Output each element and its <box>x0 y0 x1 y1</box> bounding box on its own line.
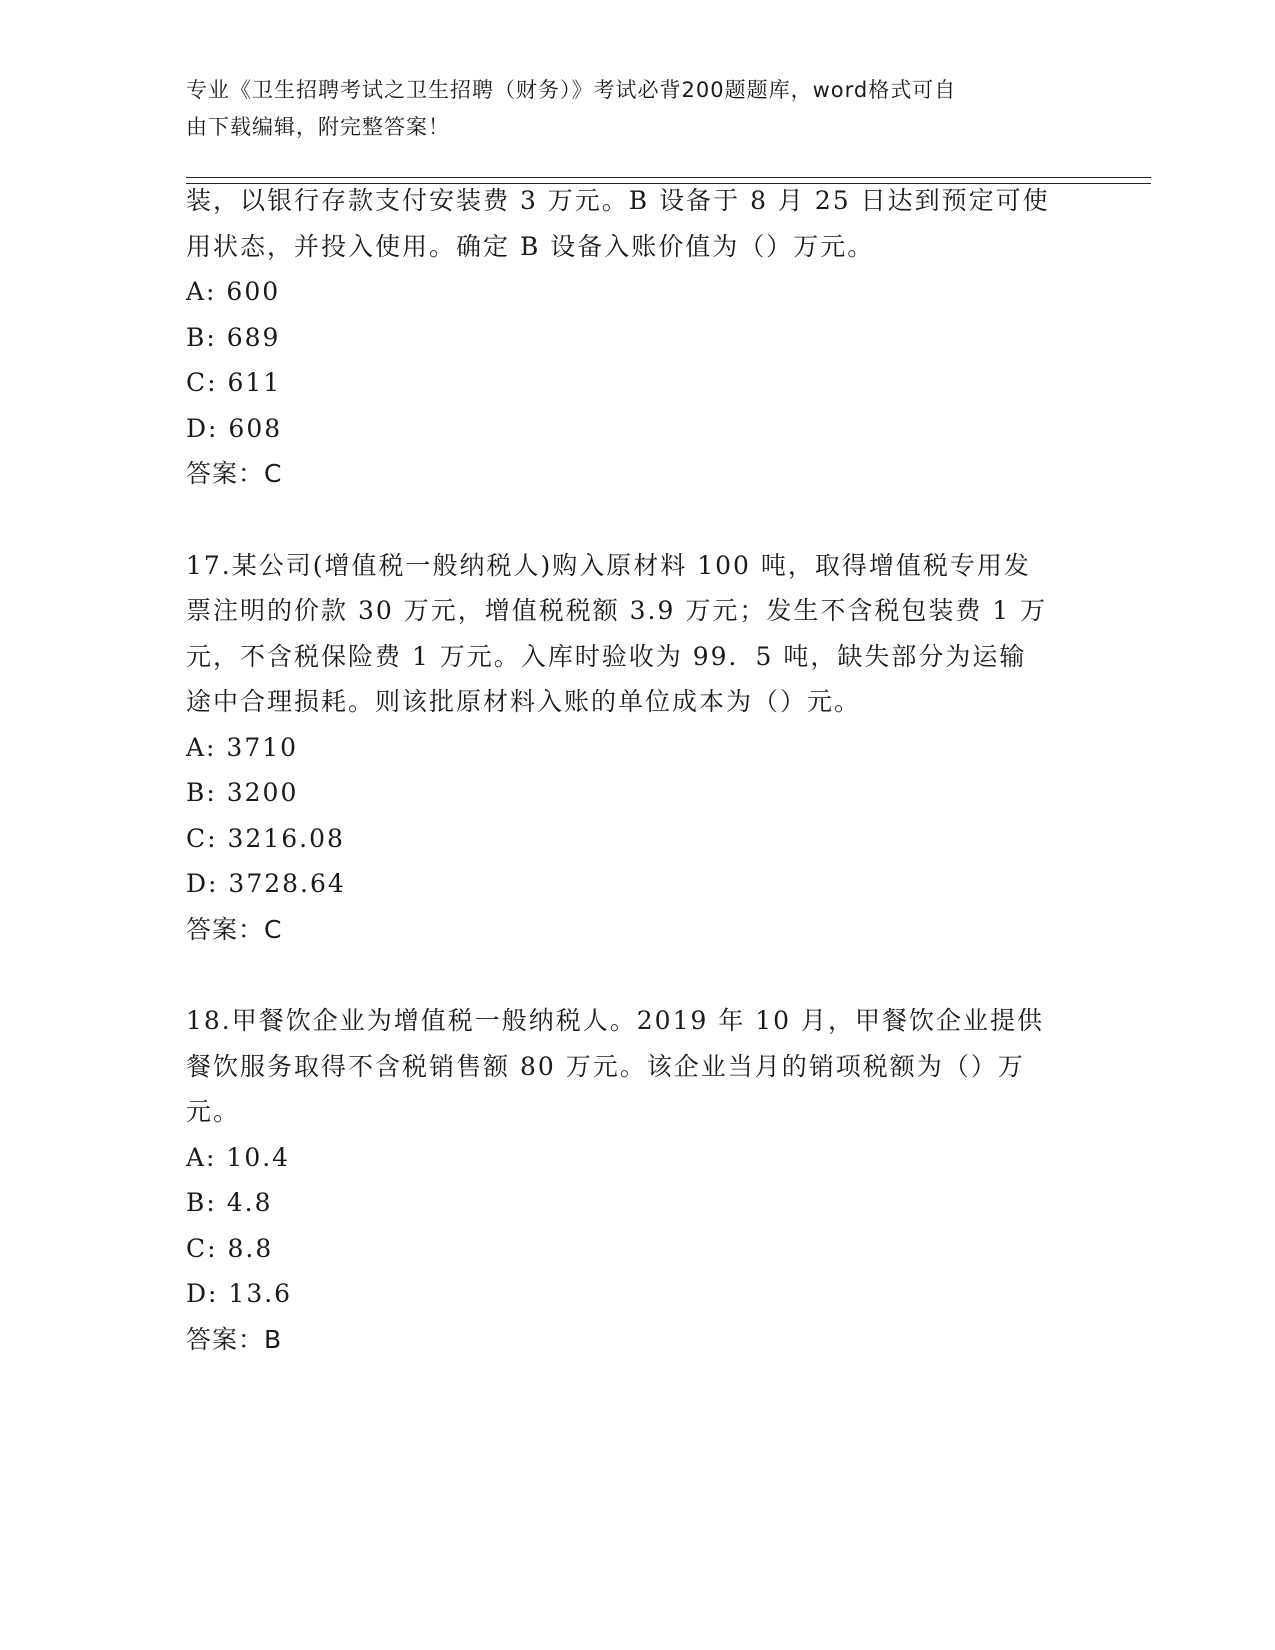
answer-line: 答案：C <box>186 459 283 488</box>
question-continued <box>186 178 1086 497</box>
question-text-line: 元。 <box>186 1097 241 1126</box>
option-a: A: 10.4 <box>186 1142 291 1172</box>
question-text-line: 餐饮服务取得不含税销售额 80 万元。该企业当月的销项税额为（）万 <box>186 1051 1025 1081</box>
document-header <box>186 72 1066 146</box>
question-text-line: 18.甲餐饮企业为增值税一般纳税人。2019 年 10 月，甲餐饮企业提供 <box>186 1006 1045 1035</box>
question-18 <box>186 998 1086 1362</box>
question-text-line: 用状态，并投入使用。确定 B 设备入账价值为（）万元。 <box>186 231 875 261</box>
header-line: 专业《卫生招聘考试之卫生招聘（财务）》考试必背200题题库，word格式可自 <box>186 78 957 102</box>
option-d: D: 608 <box>186 413 283 443</box>
question-text-line: 票注明的价款 30 万元，增值税税额 3.9 万元；发生不含税包装费 1 万 <box>186 596 1048 625</box>
question-list <box>186 178 1086 1362</box>
option-a: A: 600 <box>186 277 281 306</box>
option-b: B: 3200 <box>186 778 299 807</box>
option-c: C: 8.8 <box>186 1233 274 1263</box>
spacer <box>186 497 1086 543</box>
spacer <box>186 952 1086 998</box>
option-b: B: 4.8 <box>186 1188 273 1217</box>
option-d: D: 3728.64 <box>186 869 346 898</box>
question-text-line: 17.某公司(增值税一般纳税人)购入原材料 100 吨，取得增值税专用发 <box>186 550 1031 580</box>
question-text-line: 途中合理损耗。则该批原材料入账的单位成本为（）元。 <box>186 687 862 716</box>
option-d: D: 13.6 <box>186 1279 293 1308</box>
header-line: 由下载编辑，附完整答案！ <box>186 115 450 139</box>
answer-line: 答案：C <box>186 914 283 944</box>
option-c: C: 3216.08 <box>186 823 345 853</box>
answer-line: 答案：B <box>186 1324 283 1354</box>
question-text-line: 装，以银行存款支付安装费 3 万元。B 设备于 8 月 25 日达到预定可使 <box>186 186 1050 215</box>
question-text-line: 元，不含税保险费 1 万元。入库时验收为 99．5 吨，缺失部分为运输 <box>186 641 1027 671</box>
option-a: A: 3710 <box>186 732 299 762</box>
question-17 <box>186 543 1086 953</box>
option-b: B: 689 <box>186 322 281 352</box>
option-c: C: 611 <box>186 368 282 397</box>
